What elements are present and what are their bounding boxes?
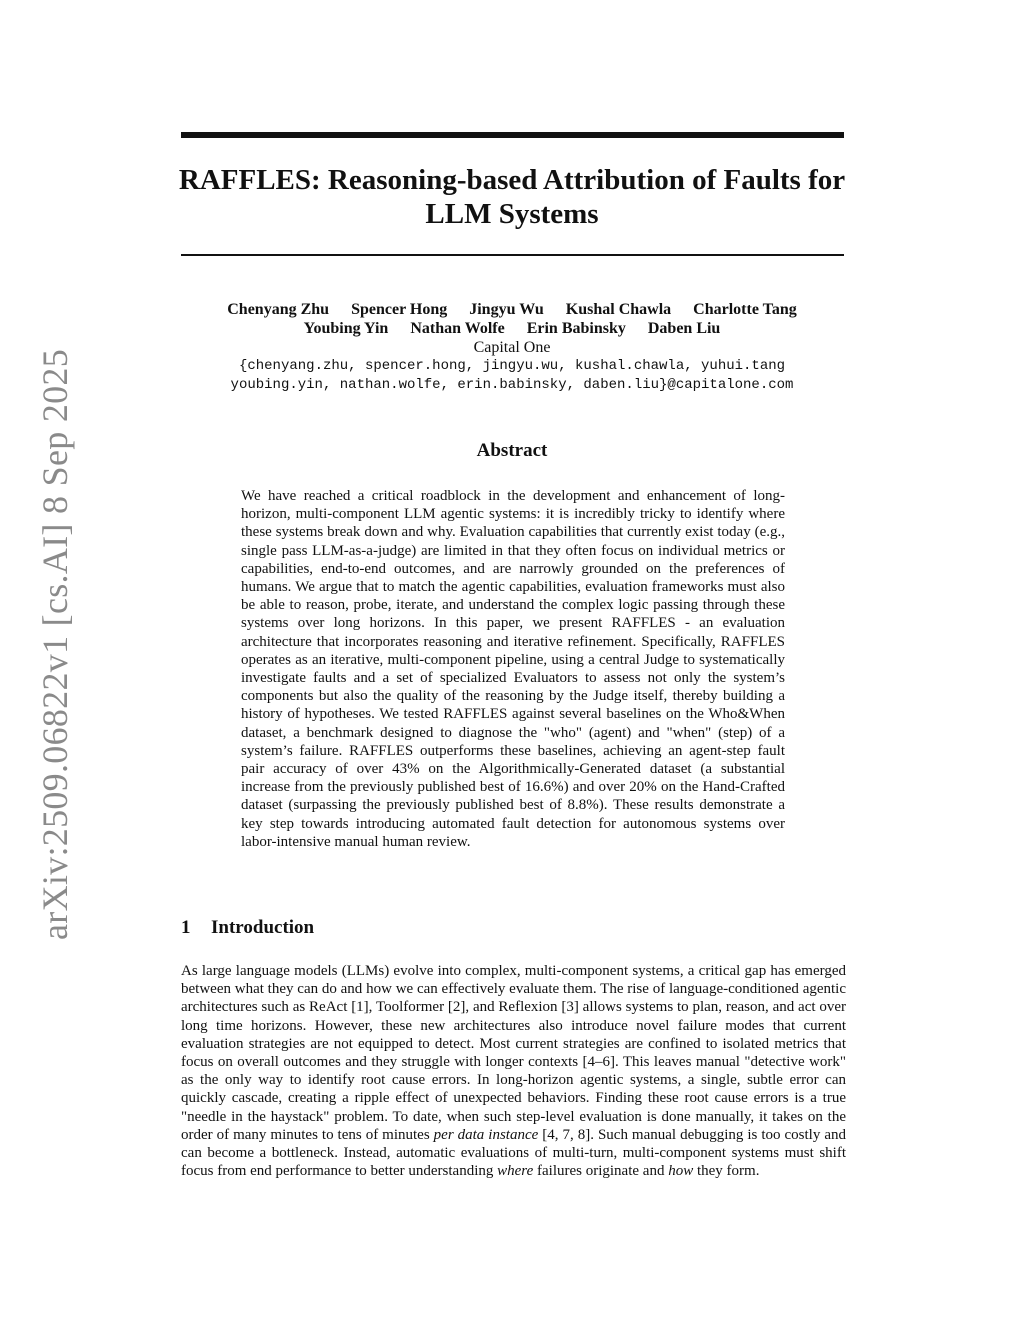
author-name: Youbing Yin — [303, 320, 389, 337]
email-line-1: {chenyang.zhu, spencer.hong, jingyu.wu, kushal.chawla, yuhui.tang — [238, 358, 786, 374]
section-number: 1 — [181, 917, 191, 938]
introduction-paragraph — [181, 962, 846, 1180]
author-list — [150, 300, 874, 338]
intro-emphasis: per data instance — [433, 1126, 539, 1143]
abstract-text: We have reached a critical roadblock in the development and enhancement of long-horizon, multi-component LLM agentic systems: it is incredibly tricky to identify where these systems break down and why. Evaluation capabilities that currently exist today (e.g., single pass LLM-as-a-judge) are limited in that they often focus on individual metrics or capabilities, end-to-end outcomes, and are narrowly grounded on the preferences of humans. We argue that to match the agentic capabilities, evaluation frameworks must also be able to reason, probe, iterate, and understand the complex logic passing through these systems over long horizons. In this paper, we present RAFFLES - an evaluation architecture that incorporates reasoning and iterative refinement. Specifically, RAFFLES operates as an iterative, multi-component pipeline, using a central Judge to systematically investigate faults and a set of specialized Evaluators to assess not only the system’s components but also the quality of the reasoning by the Judge itself, thereby building a history of hypotheses. We tested RAFFLES against several baselines on the Who&When dataset, a benchmark designed to diagnose the "who" (agent) and "when" (step) of a system’s failure. RAFFLES outperforms these baselines, achieving an agent-step fault pair accuracy of over 43% on the Algorithmically-Generated dataset (a substantial increase from the previously published best of 16.6%) and over 20% on the Hand-Crafted dataset (surpassing the previously published best of 8.8%). These results demonstrate a key step towards introducing automated fault detection for autonomous systems over labor-intensive manual human review. — [241, 488, 785, 850]
email-line-2: youbing.yin, nathan.wolfe, erin.babinsky, daben.liu}@capitalone.com — [230, 377, 794, 393]
arxiv-identifier[interactable]: arXiv:2509.06822v1 [cs.AI] 8 Sep 2025 — [35, 348, 75, 940]
intro-text: [4, 7, 8]. Such manual debugging is too costly and can become a bottleneck. Instead, automatic evaluations of multi-turn, multi-component systems must shift focus from end performance to better understanding — [181, 1126, 846, 1180]
intro-text: As large language models (LLMs) evolve into complex, multi-component systems, a critical gap has emerged between what they can do and how we can effectively evaluate them. The rise of language-conditioned agentic architectures such as ReAct [1], Toolformer [2], and Reflexion [3] allows systems to plan, reason, and act over long time horizons. However, these new architectures also introduce novel failure modes that current evaluation strategies are not equipped to detect. Most current strategies are confined to isolated metrics that focus on overall outcomes and they struggle with longer contexts [4–6]. This leaves manual "detective work" as the only way to identify root cause errors. In long-horizon agentic systems, a single, subtle error can quickly cascade, creating a ripple effect of unexpected behaviors. Finding these root cause errors is a true "needle in the haystack" problem. To date, when such step-level evaluation is done manually, it takes on the order of many minutes to tens of minutes — [181, 963, 846, 1143]
intro-text: failures originate and — [533, 1163, 669, 1180]
section-title: Introduction — [211, 917, 315, 938]
title-bottom-rule — [181, 254, 844, 256]
author-name: Spencer Hong — [351, 301, 448, 318]
author-row-2 — [150, 319, 874, 338]
title-line-1: RAFFLES: Reasoning-based Attribution of Faults for — [178, 164, 846, 196]
intro-emphasis: how — [668, 1163, 694, 1180]
author-name: Jingyu Wu — [469, 301, 544, 318]
affiliation: Capital One — [473, 339, 551, 356]
intro-emphasis: where — [497, 1163, 534, 1180]
section-heading-introduction — [181, 917, 314, 939]
author-name: Charlotte Tang — [693, 301, 797, 318]
title-line-2: LLM Systems — [425, 198, 599, 230]
author-name: Daben Liu — [647, 320, 721, 337]
author-name: Erin Babinsky — [526, 320, 626, 337]
author-emails — [150, 357, 874, 395]
author-row-1 — [150, 300, 874, 319]
author-name: Nathan Wolfe — [410, 320, 505, 337]
intro-text: they form. — [693, 1163, 760, 1180]
paper-title — [150, 163, 874, 231]
title-top-rule — [181, 132, 844, 138]
author-name: Chenyang Zhu — [227, 301, 330, 318]
author-name: Kushal Chawla — [565, 301, 672, 318]
abstract-heading: Abstract — [476, 440, 548, 461]
